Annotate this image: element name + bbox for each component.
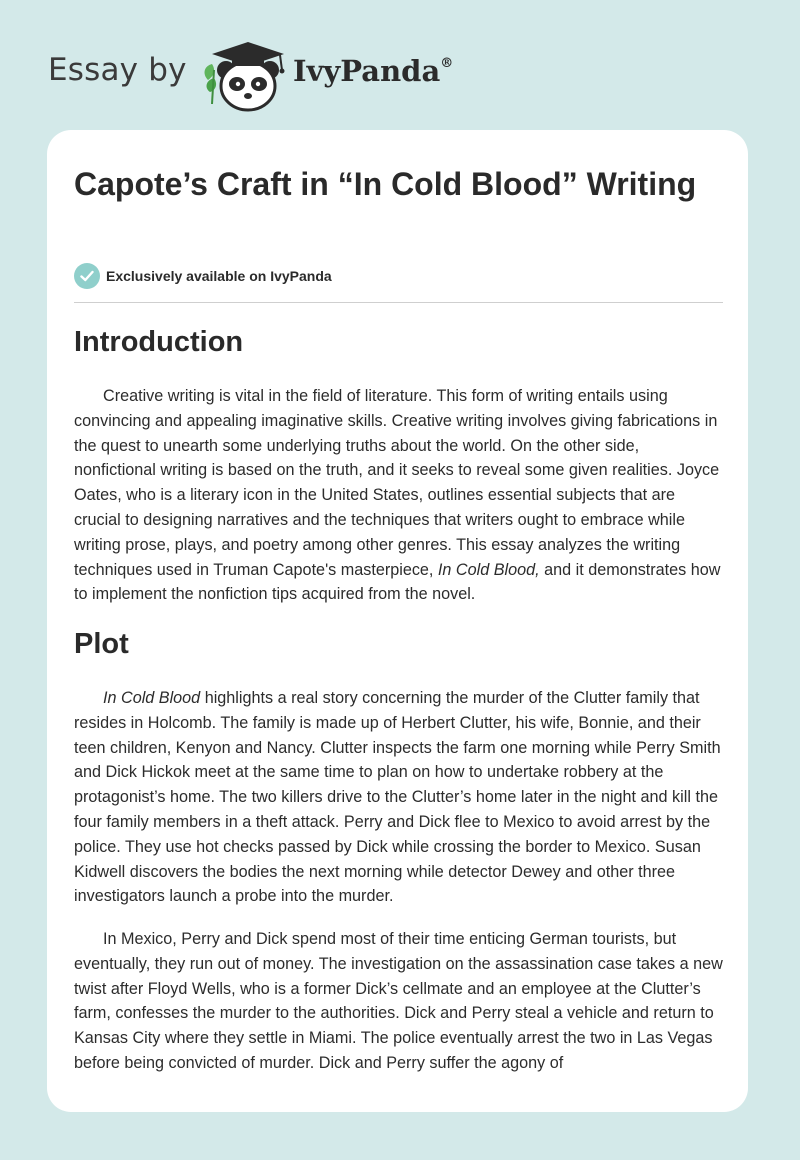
- paragraph-introduction: [74, 384, 724, 607]
- book-title-italic: In Cold Blood: [103, 689, 201, 707]
- exclusive-badge-label: Exclusively available on IvyPanda: [106, 268, 332, 284]
- registered-mark: ®: [440, 56, 454, 72]
- paragraph-text: highlights a real story concerning the murder of the Clutter family that resides in Holcomb. The family is made up of Herbert Clutter, his wife, Bonnie, and their teen children, Kenyon and Nancy. Clutter inspects the farm one morning while Perry Smith and Dick Hickok meet at the same time to plan on how to undertake robbery at the protagonist’s home. The two killers drive to the Clutter’s home later in the night and kill the four family members in a theft attack. Perry and Dick flee to Mexico to avoid arrest by the police. They use hot checks passed by Dick while crossing the border to Mexico. Susan Kidwell discovers the bodies the next morning while detector Dewey and other three investigators launch a probe into the murder.: [74, 689, 721, 906]
- essay-by-label: Essay by: [48, 52, 187, 88]
- paragraph-plot-1: [74, 686, 724, 909]
- book-title-italic: In Cold Blood,: [437, 560, 540, 579]
- brand-name[interactable]: [293, 54, 453, 88]
- essay-title: Capote’s Craft in “In Cold Blood” Writing: [74, 166, 697, 202]
- divider: [74, 302, 723, 303]
- site-header: [0, 0, 800, 130]
- checkmark-icon: [74, 263, 100, 289]
- exclusive-badge: [74, 263, 332, 289]
- paragraph-text: Creative writing is vital in the field of literature. This form of writing entails using convincing and appealing imaginative skills. Creative writing involves giving fabrications in the quest to unearth some underlying truths about the world. On the other side, nonfictional writing is based on the truth, and it seeks to reveal some given realities. Joyce Oates, who is a literary icon in the United States, outlines essential subjects that are crucial to designing narratives and the techniques that writers ought to embrace while writing prose, plays, and poetry among other genres. This essay analyzes the writing techniques used in Truman Capote's masterpiece,: [74, 387, 720, 579]
- paragraph-plot-2: In Mexico, Perry and Dick spend most of their time enticing German tourists, but eventually, they run out of money. The investigation on the assassination case takes a new twist after Floyd Wells, who is a former Dick’s cellmate and an employee at the Clutter’s farm, confesses the murder to the authorities. Dick and Perry steal a vehicle and return to Kansas City where they settle in Miami. The police eventually arrest the two in Las Vegas before being convicted of murder. Dick and Perry suffer the agony of: [74, 930, 723, 1072]
- brand-name-text: IvyPanda: [293, 54, 441, 88]
- section-heading-plot: Plot: [74, 628, 129, 660]
- paragraph-text: and it demonstrates how to implement the nonfiction tips acquired from the novel.: [74, 560, 721, 604]
- essay-card: [47, 130, 748, 1112]
- section-heading-introduction: Introduction: [74, 326, 244, 358]
- ivypanda-panda-logo-icon[interactable]: [200, 34, 296, 114]
